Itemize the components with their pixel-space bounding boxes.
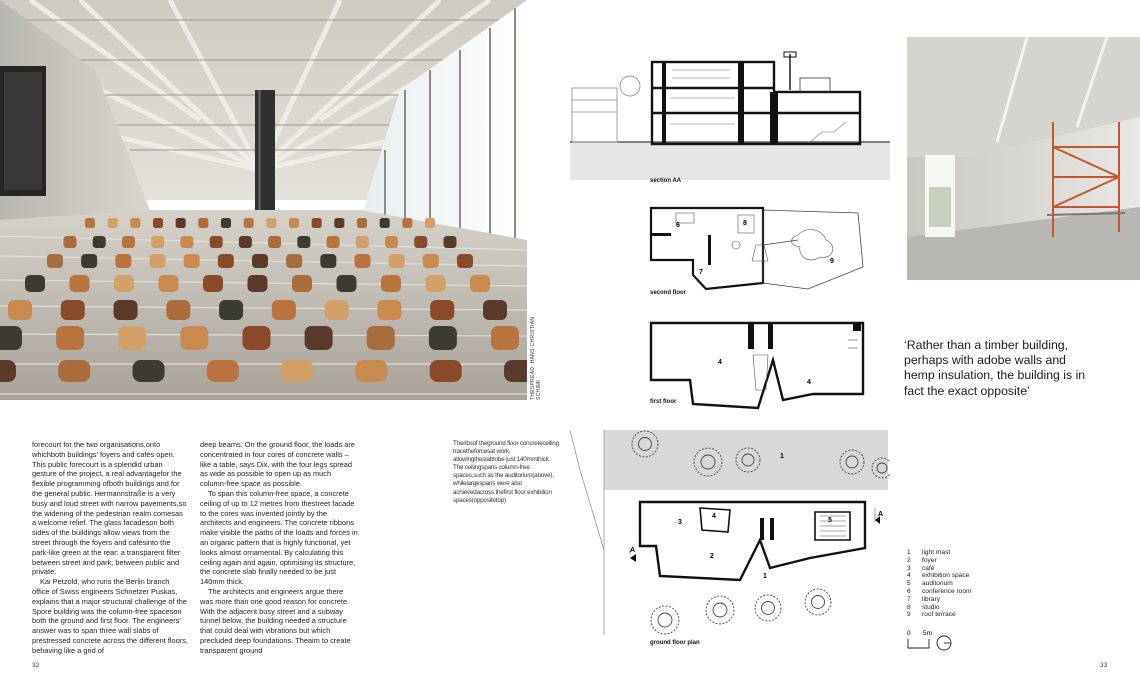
legend-number: 4 — [907, 572, 911, 580]
auditorium-seat — [64, 236, 77, 248]
tree-canopy — [762, 602, 775, 615]
auditorium-seat — [243, 326, 271, 350]
first-floor-plan — [648, 320, 873, 410]
auditorium-seat — [289, 218, 299, 228]
page-number-left: 32 — [32, 662, 40, 669]
tree-canopy — [658, 613, 672, 627]
auditorium-seat — [70, 275, 90, 292]
body-paragraph: Kai Petzold, who runs the Berlin branch office of Swiss engineers Schnetzer Puskas, explains that a major structural challenge of the Spore building was the column-free spaceson both the ground and first floor. The engineers' answer was to span three wall slabs of prestressed concrete across the different floors, behaving like a grid of — [32, 577, 188, 655]
auditorium-seat — [320, 254, 336, 268]
auditorium-seat — [244, 218, 254, 228]
auditorium-seat — [58, 360, 90, 382]
auditorium-seat — [61, 300, 85, 320]
auditorium-seat — [429, 326, 457, 350]
auditorium-seat — [355, 254, 371, 268]
auditorium-seat — [367, 326, 395, 350]
legend-item — [907, 549, 971, 557]
legend-item — [907, 604, 971, 612]
scale-five: 5m — [923, 630, 933, 637]
auditorium-seat — [292, 275, 312, 292]
auditorium-seat — [305, 326, 333, 350]
body-paragraph: forecourt for the two organisations,onto whichboth buildings' foyers and cafés open. This public forecourt is a splendid urban gesture of the project, a real advantagefor the flexible programming ofboth buildings and for the general public. Hermannstraße is a very busy and loud street with narrow pavements,so the widening of the pedestrian realm comesas a welcome relief. The glass facadeson both sides of the buildings allow views from the street through the foyers and cafésinto the park-like green at the rear: a transparent filter between street and park, between public and private. — [32, 440, 187, 577]
exhibition-space-photo — [907, 37, 1140, 280]
ground-floor-label: ground floor plan — [650, 640, 700, 646]
auditorium-seat — [423, 254, 439, 268]
second-floor-label: second floor — [650, 290, 687, 296]
auditorium-seat — [93, 236, 106, 248]
legend-label: exhibition space — [922, 572, 970, 580]
legend-label: studio — [922, 603, 940, 611]
legend-item — [907, 557, 971, 565]
auditorium-seat — [312, 218, 322, 228]
first-floor-label: first floor — [650, 399, 677, 405]
auditorium-seat — [166, 300, 190, 320]
legend-label: library — [922, 595, 940, 603]
auditorium-seat — [248, 275, 268, 292]
auditorium-seat — [150, 254, 166, 268]
second-floor-plan — [648, 205, 873, 295]
auditorium-seat — [444, 236, 457, 248]
legend-label: café — [922, 564, 935, 572]
auditorium-seat — [115, 254, 131, 268]
auditorium-seat — [81, 254, 97, 268]
auditorium-seat — [159, 275, 179, 292]
auditorium-seat — [430, 360, 462, 382]
photo-credit: THESPREAD: HANS-CHRISTIAN SCHINK — [530, 316, 542, 400]
auditorium-seat — [198, 218, 208, 228]
tag-4: 4 — [712, 513, 716, 520]
tag-3: 3 — [678, 519, 682, 526]
section-aa-label: section AA — [650, 178, 682, 184]
legend-number: 1 — [907, 549, 911, 556]
tree-icon — [805, 589, 831, 615]
auditorium-seat — [327, 236, 340, 248]
auditorium-seat — [381, 275, 401, 292]
legend-item — [907, 572, 971, 580]
auditorium-seat — [483, 300, 507, 320]
legend-label: auditorium — [922, 580, 953, 588]
auditorium-seat — [210, 236, 223, 248]
legend-label: light mast — [922, 549, 951, 556]
body-paragraph: The architects and engineers argue there was more than one good reason for concrete. With the adjacent busy street and a subway tunnel below, the building needed a structure that could deal with vibrations but which precluded deep foundations. Theaim to create transparent ground — [200, 586, 351, 655]
auditorium-seat — [239, 236, 252, 248]
auditorium-seat — [47, 254, 63, 268]
auditorium-seat — [130, 218, 140, 228]
auditorium-seat — [118, 326, 146, 350]
photo-caption: Theribsof theground floor concreteceiling tracetheforcesat work, allowingtheslabtobe just 140mmthick. The ceilingspans column-free spaces,such as the auditorium(above), whilelargespans were also achievedacross thefirst floor exhibition spaces(oppositetop) — [453, 440, 559, 504]
auditorium-seat — [221, 218, 231, 228]
auditorium-seat — [0, 326, 22, 350]
auditorium-seat — [377, 300, 401, 320]
tag-5: 5 — [828, 517, 832, 524]
auditorium-seat — [356, 236, 369, 248]
auditorium-seat — [184, 254, 200, 268]
auditorium-seat — [286, 254, 302, 268]
auditorium-seat — [56, 326, 84, 350]
auditorium-seat — [425, 218, 435, 228]
legend-item — [907, 580, 971, 588]
auditorium-seat — [426, 275, 446, 292]
legend-number: 5 — [907, 580, 911, 588]
auditorium-seat — [402, 218, 412, 228]
body-paragraph: To span this column-free space, a concrete ceiling of up to 12 metres from thestreet facade to the cores was invented jointly by the architects and engineers. The concrete ribbons make visible the paths of the loads and forces in an organic pattern that is highly functional, yet looks almost ornamental. By calculating this ceiling again and again, optimising its structure, the concrete slab finally needed to be just 140mm thick. — [200, 488, 358, 587]
tree-icon — [651, 606, 679, 634]
auditorium-seat — [114, 300, 138, 320]
legend-item — [907, 596, 971, 604]
auditorium-seat — [176, 218, 186, 228]
auditorium-seat — [457, 254, 473, 268]
ground-floor-plan — [570, 430, 890, 635]
section-marker-a-right: A — [878, 511, 884, 518]
auditorium-seat — [380, 218, 390, 228]
auditorium-seat — [252, 254, 268, 268]
auditorium-seat — [355, 360, 387, 382]
legend-number: 7 — [907, 595, 911, 603]
auditorium-seat — [504, 360, 527, 382]
auditorium-seat — [268, 236, 281, 248]
legend-label: roof terrace — [922, 611, 956, 619]
tree-canopy — [812, 596, 825, 609]
tag-4a: 4 — [718, 359, 722, 366]
auditorium-seat — [334, 218, 344, 228]
auditorium-seat — [389, 254, 405, 268]
body-column-1 — [32, 440, 188, 656]
auditorium-seat — [385, 236, 398, 248]
auditorium-seat — [325, 300, 349, 320]
auditorium-seat — [337, 275, 357, 292]
legend-number: 2 — [907, 556, 911, 564]
auditorium-seat — [85, 218, 95, 228]
legend-number: 8 — [907, 603, 911, 611]
legend-item — [907, 588, 971, 596]
auditorium-seat — [108, 218, 118, 228]
page-number-right: 33 — [1100, 662, 1108, 669]
auditorium-seat — [272, 300, 296, 320]
pull-quote: ‘Rather than a timber building, perhaps with adobe walls and hemp insulation, the building is in fact the exact opposite’ — [904, 338, 1086, 398]
auditorium-seat — [122, 236, 135, 248]
auditorium-seat — [218, 254, 234, 268]
legend-label: conference room — [922, 587, 972, 595]
body-column-2 — [200, 440, 358, 656]
auditorium-seat — [180, 326, 208, 350]
tag-8: 8 — [743, 220, 747, 227]
tree-icon — [755, 595, 781, 621]
tag-6: 6 — [676, 222, 680, 229]
body-paragraph: deep beams. On the ground floor, the loads are concentrated in four cores of concrete walls – like a table, says Dix, with the four legs spread as wide as possible to open up as much column-free space as possible. — [200, 440, 355, 489]
auditorium-seat — [133, 360, 165, 382]
auditorium-seat — [281, 360, 313, 382]
tag-9: 9 — [830, 258, 834, 265]
tag-7: 7 — [699, 269, 703, 276]
legend-number: 6 — [907, 587, 911, 595]
legend-item — [907, 565, 971, 573]
auditorium-seat — [8, 300, 32, 320]
auditorium-seat — [219, 300, 243, 320]
tree-canopy — [713, 603, 727, 617]
tag-1b: 1 — [763, 573, 767, 580]
legend-label: foyer — [922, 556, 937, 564]
tag-2: 2 — [710, 553, 714, 560]
tag-1a: 1 — [780, 453, 784, 460]
auditorium-seat — [357, 218, 367, 228]
auditorium-seat — [207, 360, 239, 382]
auditorium-seat — [153, 218, 163, 228]
auditorium-seat — [114, 275, 134, 292]
section-marker-a-left: A — [630, 547, 636, 554]
legend-number: 9 — [907, 611, 911, 619]
scale-bar — [907, 628, 957, 652]
section-aa-drawing — [570, 50, 890, 180]
auditorium-seat — [203, 275, 223, 292]
tag-4b: 4 — [807, 379, 811, 386]
auditorium-seat — [297, 236, 310, 248]
scale-zero: 0 — [907, 630, 911, 637]
legend-number: 3 — [907, 564, 911, 572]
auditorium-seat — [491, 326, 519, 350]
legend-item — [907, 611, 971, 619]
lecture-hall-photo — [0, 0, 527, 400]
auditorium-seat — [266, 218, 276, 228]
auditorium-seat — [151, 236, 164, 248]
auditorium-seat — [0, 360, 16, 382]
tree-icon — [706, 596, 734, 624]
auditorium-seat — [180, 236, 193, 248]
auditorium-seat — [25, 275, 45, 292]
auditorium-seat — [430, 300, 454, 320]
auditorium-seat — [470, 275, 490, 292]
auditorium-seat — [414, 236, 427, 248]
plan-legend — [907, 549, 971, 619]
